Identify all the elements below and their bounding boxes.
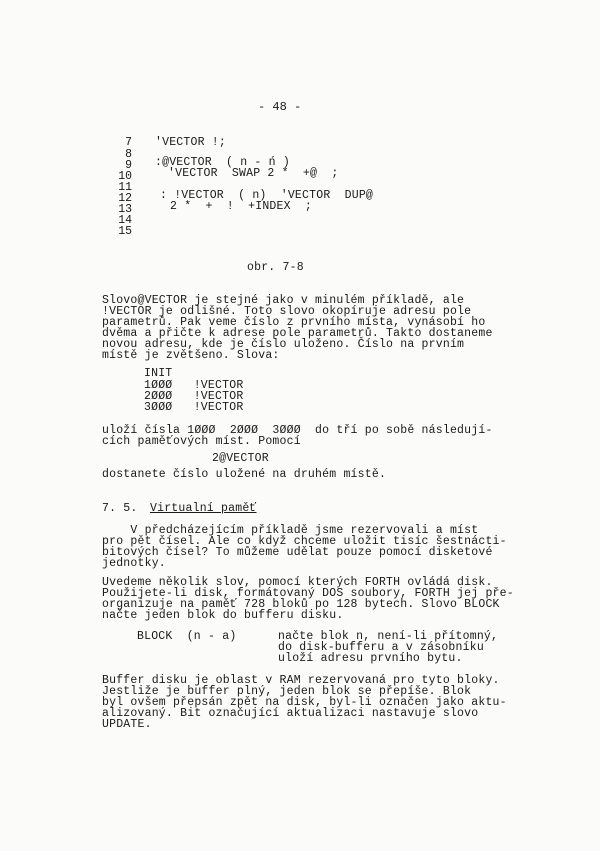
text-line: cích paměťových míst. Pomocí: [102, 435, 301, 448]
text-line: novou adresu, kde je číslo uloženo. Číslo na prvním: [102, 338, 465, 351]
text-line: bitových čísel? To můžeme udělat pouze pomocí disketové: [102, 546, 493, 559]
code-word: 1ØØØ !VECTOR: [144, 379, 244, 392]
code-line: 'VECTOR SWAP 2 * +@ ;: [168, 167, 339, 180]
text-line: byl ovšem přepsán zpět na disk, byl-li označen jako aktu-: [102, 696, 507, 709]
code-example: 2@VECTOR: [212, 452, 269, 465]
text-line: dostanete číslo uložené na druhém místě.: [102, 468, 387, 481]
text-line: alizovaný. Bit označující aktualizaci nastavuje slovo: [102, 707, 479, 720]
line-number: 10: [118, 170, 132, 183]
text-line: místě je zvětšeno. Slova:: [102, 349, 280, 362]
text-line: V předcházejícím příkladě jsme rezervovali a míst: [102, 524, 479, 537]
page-number: - 48 -: [258, 100, 302, 114]
code-line: 'VECTOR !;: [155, 136, 227, 149]
text-line: Jestliže je buffer plný, jeden blok se přepíše. Blok: [102, 685, 472, 698]
text-line: !VECTOR je odlišné. Toto slovo okopíruje adresu pole: [102, 305, 472, 318]
definition-desc: načte blok n, není-li přítomný,: [278, 630, 499, 643]
text-line: uloží čísla 1ØØØ 2ØØØ 3ØØØ do tří po sobě následují-: [102, 424, 493, 437]
line-number: 8: [125, 148, 132, 161]
figure-caption: obr. 7-8: [247, 261, 304, 274]
code-word: 3ØØØ !VECTOR: [144, 401, 244, 414]
text-line: UPDATE.: [102, 718, 152, 731]
text-line: načte jeden blok do bufferu disku.: [102, 609, 344, 622]
text-line: parametrů. Pak veme číslo z prvního místa, vynásobí ho: [102, 316, 486, 329]
text-line: organizuje na paměť 728 bloků po 128 bytech. Slovo BLOCK: [102, 598, 500, 611]
code-line: :@VECTOR ( n - ń ): [155, 156, 290, 169]
code-word: 2ØØØ !VECTOR: [144, 390, 244, 403]
text-line: Použijete-li disk, formátovaný DOS soubory, FORTH jej pře-: [102, 587, 514, 600]
line-number: 14: [118, 214, 132, 227]
section-number: 7. 5.: [102, 502, 138, 515]
section-title: Virtualní paměť: [150, 502, 257, 515]
code-line: 2 * + ! +INDEX ;: [170, 200, 313, 213]
definition-word: BLOCK (n - a): [137, 630, 237, 643]
line-number: 9: [125, 159, 132, 172]
line-number: 7: [125, 136, 132, 149]
text-line: dvěma a přičte k adrese pole parametrů. Takto dostaneme: [102, 327, 493, 340]
text-line: Uvedeme několik slov, pomocí kterých FORTH ovládá disk.: [102, 576, 493, 589]
text-line: jednotky.: [102, 557, 166, 570]
definition-desc: do disk-bufferu a v zásobníku: [278, 641, 484, 654]
text-line: Slovo@VECTOR je stejné jako v minulém příkladě, ale: [102, 294, 465, 307]
code-word: INIT: [144, 367, 173, 380]
line-number: 13: [118, 203, 132, 216]
code-line: : !VECTOR ( n) 'VECTOR DUP@: [160, 189, 374, 202]
text-line: pro pět čísel. Ale co když chceme uložit tisíc šestnácti-: [102, 535, 507, 548]
text-line: Buffer disku je oblast v RAM rezervovaná pro tyto bloky.: [102, 674, 500, 687]
line-number: 11: [118, 181, 132, 194]
line-number: 12: [118, 192, 132, 205]
definition-desc: uloží adresu prvního bytu.: [278, 652, 463, 665]
line-number: 15: [118, 225, 132, 238]
